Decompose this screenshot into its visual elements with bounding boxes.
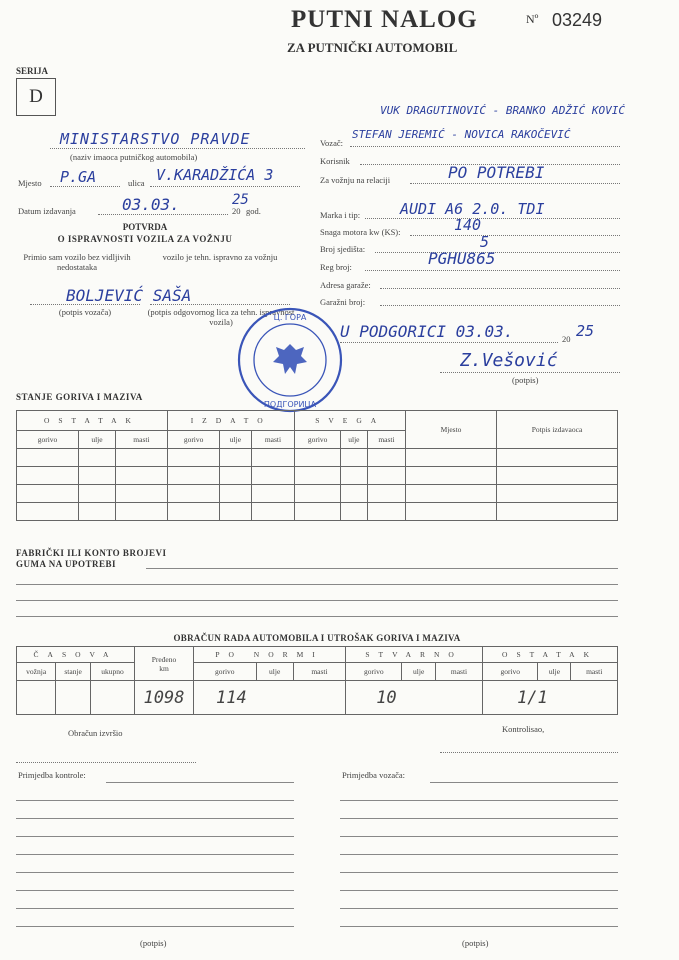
work-sub: ulje	[538, 663, 571, 681]
work-sub: masti	[571, 663, 618, 681]
work-title: OBRAČUN RADA AUTOMOBILA I UTROŠAK GORIVA I MAZIVA	[173, 633, 461, 643]
work-predeno	[134, 647, 193, 681]
serija-value: D	[29, 86, 43, 107]
vozac-value-1: VUK DRAGUTINOVIĆ - BRANKO ADŽIĆ KOVIĆ	[380, 104, 626, 117]
work-casova: ČASOVA	[17, 647, 135, 663]
place-year-value: 25	[576, 322, 595, 340]
work-group-ostatak: OSTATAK	[483, 647, 618, 663]
issuer-caption: (potpis)	[512, 375, 539, 385]
svg-text:Ц. ГОРА: Ц. ГОРА	[273, 313, 307, 322]
fuel-sub: masti	[251, 431, 295, 449]
work-sub: masti	[293, 663, 345, 681]
fuel-mjesto: Mjesto	[406, 411, 497, 449]
potvrda-right-caption: (potpis odgovornog lica za tehn. ispravnost vozila)	[147, 307, 295, 327]
tires-line2: GUMA NA UPOTREBI	[16, 559, 117, 569]
work-sub: gorivo	[346, 663, 402, 681]
obracun-label: Obračun izvršio	[68, 728, 123, 738]
work-ostatak-gorivo: 1/1	[483, 681, 618, 715]
mjesto-value: P.GA	[60, 168, 97, 186]
fuel-sub: ulje	[220, 431, 251, 449]
footer-left-potpis: (potpis)	[140, 938, 167, 948]
svg-text:ПОДГОРИЦА: ПОДГОРИЦА	[263, 400, 317, 409]
fuel-sub: ulje	[340, 431, 367, 449]
vozac-value-2: STEFAN JEREMIĆ - NOVICA RAKOČEVIĆ	[352, 128, 571, 141]
fuel-group-izdato: IZDATO	[167, 411, 295, 431]
work-stvarno-gorivo: 10	[346, 681, 483, 715]
work-group-norma: PO NORMI	[193, 647, 345, 663]
footer-right-potpis: (potpis)	[462, 938, 489, 948]
fuel-sub: ulje	[79, 431, 116, 449]
snaga-value: 140	[454, 216, 482, 234]
fuel-group-svega: SVEGA	[295, 411, 406, 431]
snaga-label: Snaga motora kw (KS):	[320, 227, 401, 237]
fuel-group-ostatak: OSTATAK	[17, 411, 168, 431]
place-date-value: U PODGORICI 03.03.	[340, 322, 514, 341]
reg-label: Reg broj:	[320, 262, 352, 272]
form-subtitle: ZA PUTNIČKI AUTOMOBIL	[287, 40, 458, 55]
kontrolisao-label: Kontrolisao,	[502, 724, 545, 734]
work-km-label: km	[159, 663, 169, 673]
fuel-sub: gorivo	[295, 431, 340, 449]
marka-value: AUDI A6 2.0. TDI	[400, 200, 545, 218]
adresa-label: Adresa garaže:	[320, 280, 371, 290]
potvrda-signature: BOLJEVIĆ SAŠA	[66, 286, 192, 305]
work-sub: masti	[435, 663, 482, 681]
fuel-sub: masti	[367, 431, 405, 449]
work-casova-sub: vožnja	[17, 663, 56, 681]
potvrda-subtitle: O ISPRAVNOSTI VOZILA ZA VOŽNJU	[57, 234, 233, 244]
work-casova-sub: stanje	[56, 663, 91, 681]
vozac-label: Vozač:	[320, 138, 343, 148]
issuer-signature: Z.Vešović	[460, 350, 558, 371]
owner-value: MINISTARSTVO PRAVDE	[60, 130, 251, 148]
fuel-table	[16, 410, 618, 521]
fuel-title: STANJE GORIVA I MAZIVA	[16, 392, 143, 402]
year-prefix: 20	[232, 206, 241, 216]
fuel-sub: gorivo	[17, 431, 79, 449]
fuel-sub: gorivo	[167, 431, 219, 449]
marka-label: Marka i tip:	[320, 210, 361, 220]
potvrda-left-caption: (potpis vozača)	[58, 307, 112, 317]
place-year-prefix: 20	[562, 334, 571, 344]
work-km-value: 1098	[134, 681, 193, 715]
primjedba-kontrole-label: Primjedba kontrole:	[18, 770, 86, 780]
work-norma-gorivo: 114	[193, 681, 345, 715]
work-predeno-label: Pređeno	[151, 654, 177, 664]
owner-caption: (naziv imaoca putničkog automobila)	[70, 152, 198, 162]
form-number: 03249	[552, 10, 603, 30]
fuel-potpis: Potpis izdavaoca	[497, 411, 618, 449]
potvrda-right-text: vozilo je tehn. ispravno za vožnju	[162, 252, 278, 262]
work-sub: ulje	[402, 663, 435, 681]
work-group-stvarno: STVARNO	[346, 647, 483, 663]
primjedba-vozaca-label: Primjedba vozača:	[342, 770, 406, 780]
relacija-value: PO POTREBI	[448, 163, 545, 182]
relacija-label: Za vožnju na relaciji	[320, 175, 391, 185]
korisnik-label: Korisnik	[320, 156, 350, 166]
datum-label: Datum izdavanja	[18, 206, 76, 216]
potvrda-left-text: Primio sam vozilo bez vidljivih nedostataka	[23, 252, 131, 272]
reg-value: PGHU865	[428, 249, 496, 268]
fuel-sub: masti	[115, 431, 167, 449]
mjesto-label: Mjesto	[18, 178, 42, 188]
tires-line1: FABRIČKI ILI KONTO BROJEVI	[16, 548, 167, 558]
sjedista-value: 5	[480, 233, 490, 251]
datum-value: 03.03.	[122, 195, 180, 214]
serija-box	[16, 78, 56, 116]
work-casova-sub: ukupno	[90, 663, 134, 681]
garazni-label: Garažni broj:	[320, 297, 366, 307]
ulica-label: ulica	[128, 178, 145, 188]
stamp	[236, 306, 344, 414]
year-suffix: god.	[246, 206, 261, 216]
work-table	[16, 646, 618, 715]
work-sub: gorivo	[193, 663, 256, 681]
work-sub: ulje	[256, 663, 293, 681]
potvrda-title: POTVRDA	[122, 222, 168, 232]
work-sub: gorivo	[483, 663, 538, 681]
sjedista-label: Broj sjedišta:	[320, 244, 366, 254]
ulica-value: V.KARADŽIĆA 3	[156, 166, 274, 184]
form-title: PUTNI NALOG	[291, 6, 478, 33]
serija-label: SERIJA	[16, 66, 49, 76]
year-value: 25	[232, 192, 249, 208]
number-symbol: Nº	[526, 12, 539, 26]
